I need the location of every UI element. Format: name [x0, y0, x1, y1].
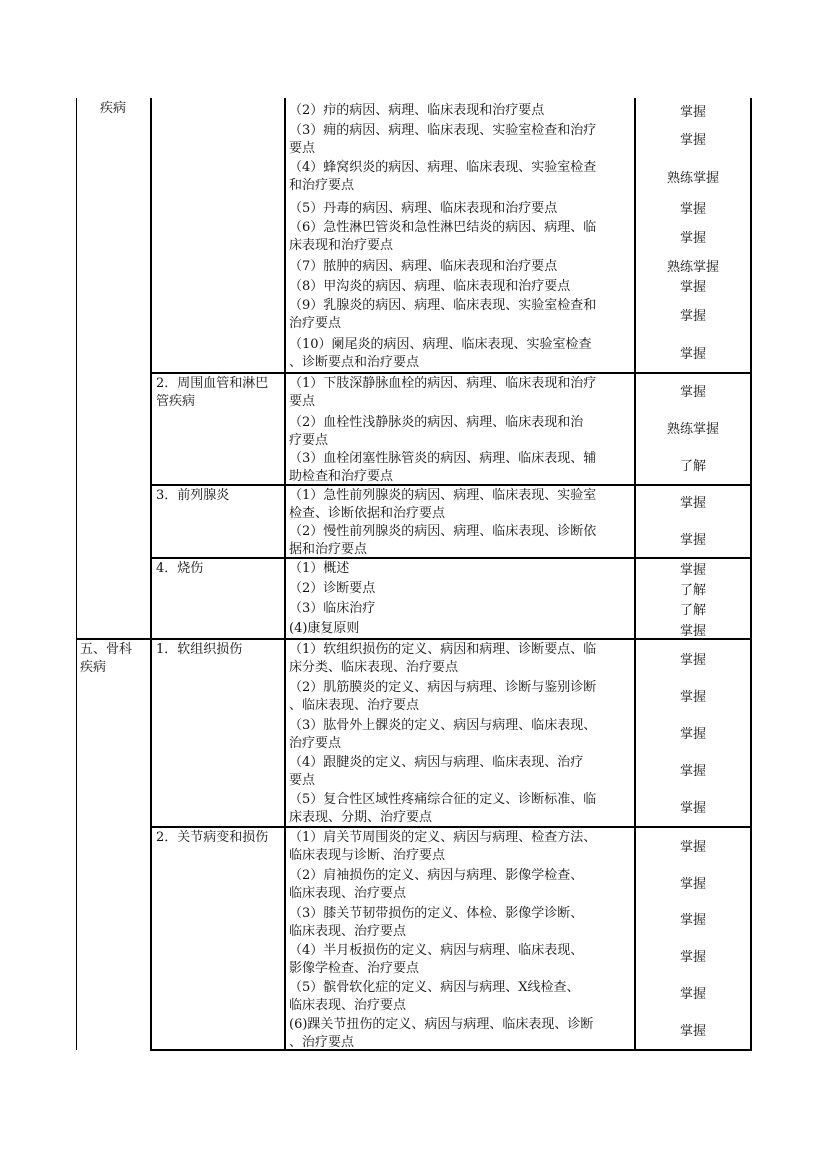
requirement-level: 掌握: [679, 690, 706, 705]
category-label: 五、骨科: [80, 642, 133, 657]
content-line: （7）脓肿的病因、病理、临床表现和治疗要点: [289, 259, 558, 274]
content-line: 床表现、分期、治疗要点: [289, 810, 433, 825]
category-label: 疾病: [80, 660, 107, 675]
row-divider: [150, 372, 752, 374]
requirement-level: 掌握: [679, 202, 706, 217]
requirement-level: 掌握: [679, 727, 706, 742]
requirement-level: 掌握: [679, 624, 706, 639]
content-line: 要点: [289, 394, 316, 409]
content-line: 临床表现、治疗要点: [289, 886, 407, 901]
content-line: （2）血栓性浅静脉炎的病因、病理、临床表现和治: [289, 415, 584, 430]
content-line: 要点: [289, 773, 316, 788]
requirement-level: 了解: [679, 583, 706, 598]
category-label: 疾病: [100, 101, 127, 116]
content-line: （2）肩袖损伤的定义、病因与病理、影像学检查、: [289, 868, 584, 883]
content-line: 床分类、临床表现、治疗要点: [289, 660, 459, 675]
content-line: （3）肱骨外上髁炎的定义、病因与病理、临床表现、: [289, 718, 597, 733]
table-border-left: [76, 98, 77, 1050]
requirement-level: 掌握: [679, 280, 706, 295]
content-line: （6）急性淋巴管炎和急性淋巴结炎的病因、病理、临: [289, 220, 597, 235]
content-line: （5）复合性区域性疼痛综合征的定义、诊断标准、临: [289, 792, 597, 807]
requirement-level: 掌握: [679, 877, 706, 892]
content-line: 治疗要点: [289, 736, 342, 751]
content-line: （10）阑尾炎的病因、病理、临床表现、实验室检查: [289, 337, 592, 352]
content-line: 、治疗要点: [289, 1035, 355, 1050]
content-line: 床表现和治疗要点: [289, 238, 394, 253]
content-line: （2）诊断要点: [289, 581, 376, 596]
content-line: （1）软组织损伤的定义、病因和病理、诊断要点、临: [289, 642, 597, 657]
content-line: 临床表现、治疗要点: [289, 924, 407, 939]
row-divider: [150, 484, 752, 486]
topic-label: 管疾病: [156, 394, 196, 409]
content-line: 据和治疗要点: [289, 542, 368, 557]
content-line: （3）痈的病因、病理、临床表现、实验室检查和治疗: [289, 123, 597, 138]
requirement-level: 掌握: [679, 105, 706, 120]
content-line: （3）血栓闭塞性脉管炎的病因、病理、临床表现、辅: [289, 451, 597, 466]
content-line: 助检查和治疗要点: [289, 469, 394, 484]
content-line: （5）髌骨软化症的定义、病因与病理、X线检查、: [289, 980, 580, 995]
content-line: 疗要点: [289, 433, 329, 448]
content-line: （8）甲沟炎的病因、病理、临床表现和治疗要点: [289, 279, 571, 294]
content-line: （4）半月板损伤的定义、病因与病理、临床表现、: [289, 943, 584, 958]
topic-label: 1．软组织损伤: [156, 642, 243, 657]
requirement-level: 掌握: [679, 533, 706, 548]
table-border-bottom: [150, 1049, 752, 1051]
requirement-level: 掌握: [679, 231, 706, 246]
topic-label: 3．前列腺炎: [156, 488, 230, 503]
content-line: 影像学检查、治疗要点: [289, 961, 420, 976]
requirement-level: 掌握: [679, 764, 706, 779]
requirement-level: 掌握: [679, 840, 706, 855]
content-line: 和治疗要点: [289, 178, 355, 193]
content-line: 临床表现与诊断、治疗要点: [289, 848, 446, 863]
table-divider-category: [150, 98, 152, 1051]
requirement-level: 熟练掌握: [666, 171, 719, 186]
requirement-level: 掌握: [679, 950, 706, 965]
content-line: （3）临床治疗: [289, 601, 376, 616]
content-line: （2）慢性前列腺炎的病因、病理、临床表现、诊断依: [289, 524, 597, 539]
content-line: (4)康复原则: [289, 621, 360, 636]
requirement-level: 熟练掌握: [666, 422, 719, 437]
requirement-level: 掌握: [679, 987, 706, 1002]
content-line: （1）下肢深静脉血栓的病因、病理、临床表现和治疗: [289, 376, 597, 391]
content-line: 、临床表现、治疗要点: [289, 698, 420, 713]
requirement-level: 掌握: [679, 913, 706, 928]
requirement-level: 掌握: [679, 496, 706, 511]
requirement-level: 掌握: [679, 133, 706, 148]
content-line: 检查、诊断依据和治疗要点: [289, 506, 446, 521]
requirement-level: 掌握: [679, 385, 706, 400]
content-line: （3）膝关节韧带损伤的定义、体检、影像学诊断、: [289, 906, 584, 921]
requirement-level: 掌握: [679, 801, 706, 816]
requirement-level: 了解: [679, 603, 706, 618]
requirement-level: 掌握: [679, 1024, 706, 1039]
row-divider: [150, 557, 752, 559]
content-line: （1）急性前列腺炎的病因、病理、临床表现、实验室: [289, 488, 597, 503]
content-line: 临床表现、治疗要点: [289, 998, 407, 1013]
content-line: （1）概述: [289, 561, 350, 576]
content-line: 治疗要点: [289, 316, 342, 331]
content-line: （5）丹毒的病因、病理、临床表现和治疗要点: [289, 201, 558, 216]
requirement-level: 掌握: [679, 653, 706, 668]
requirement-level: 掌握: [679, 347, 706, 362]
content-line: 要点: [289, 141, 316, 156]
topic-label: 4．烧伤: [156, 561, 204, 576]
content-line: （1）肩关节周围炎的定义、病因与病理、检查方法、: [289, 830, 597, 845]
table-divider-topic: [284, 98, 286, 1051]
row-divider: [150, 826, 752, 828]
content-line: （4）跟腱炎的定义、病因与病理、临床表现、治疗: [289, 755, 584, 770]
requirement-level: 掌握: [679, 309, 706, 324]
content-line: （2）疖的病因、病理、临床表现和治疗要点: [289, 103, 545, 118]
content-line: （2）肌筋膜炎的定义、病因与病理、诊断与鉴别诊断: [289, 680, 597, 695]
requirement-level: 熟练掌握: [666, 260, 719, 275]
topic-label: 2．周围血管和淋巴: [156, 376, 269, 391]
content-line: (6)踝关节扭伤的定义、病因与病理、临床表现、诊断: [289, 1017, 594, 1032]
content-line: （9）乳腺炎的病因、病理、临床表现、实验室检查和: [289, 298, 597, 313]
requirement-level: 掌握: [679, 563, 706, 578]
topic-label: 2．关节病变和损伤: [156, 830, 269, 845]
requirement-level: 了解: [679, 459, 706, 474]
content-line: 、诊断要点和治疗要点: [289, 355, 420, 370]
content-line: （4）蜂窝织炎的病因、病理、临床表现、实验室检查: [289, 160, 597, 175]
